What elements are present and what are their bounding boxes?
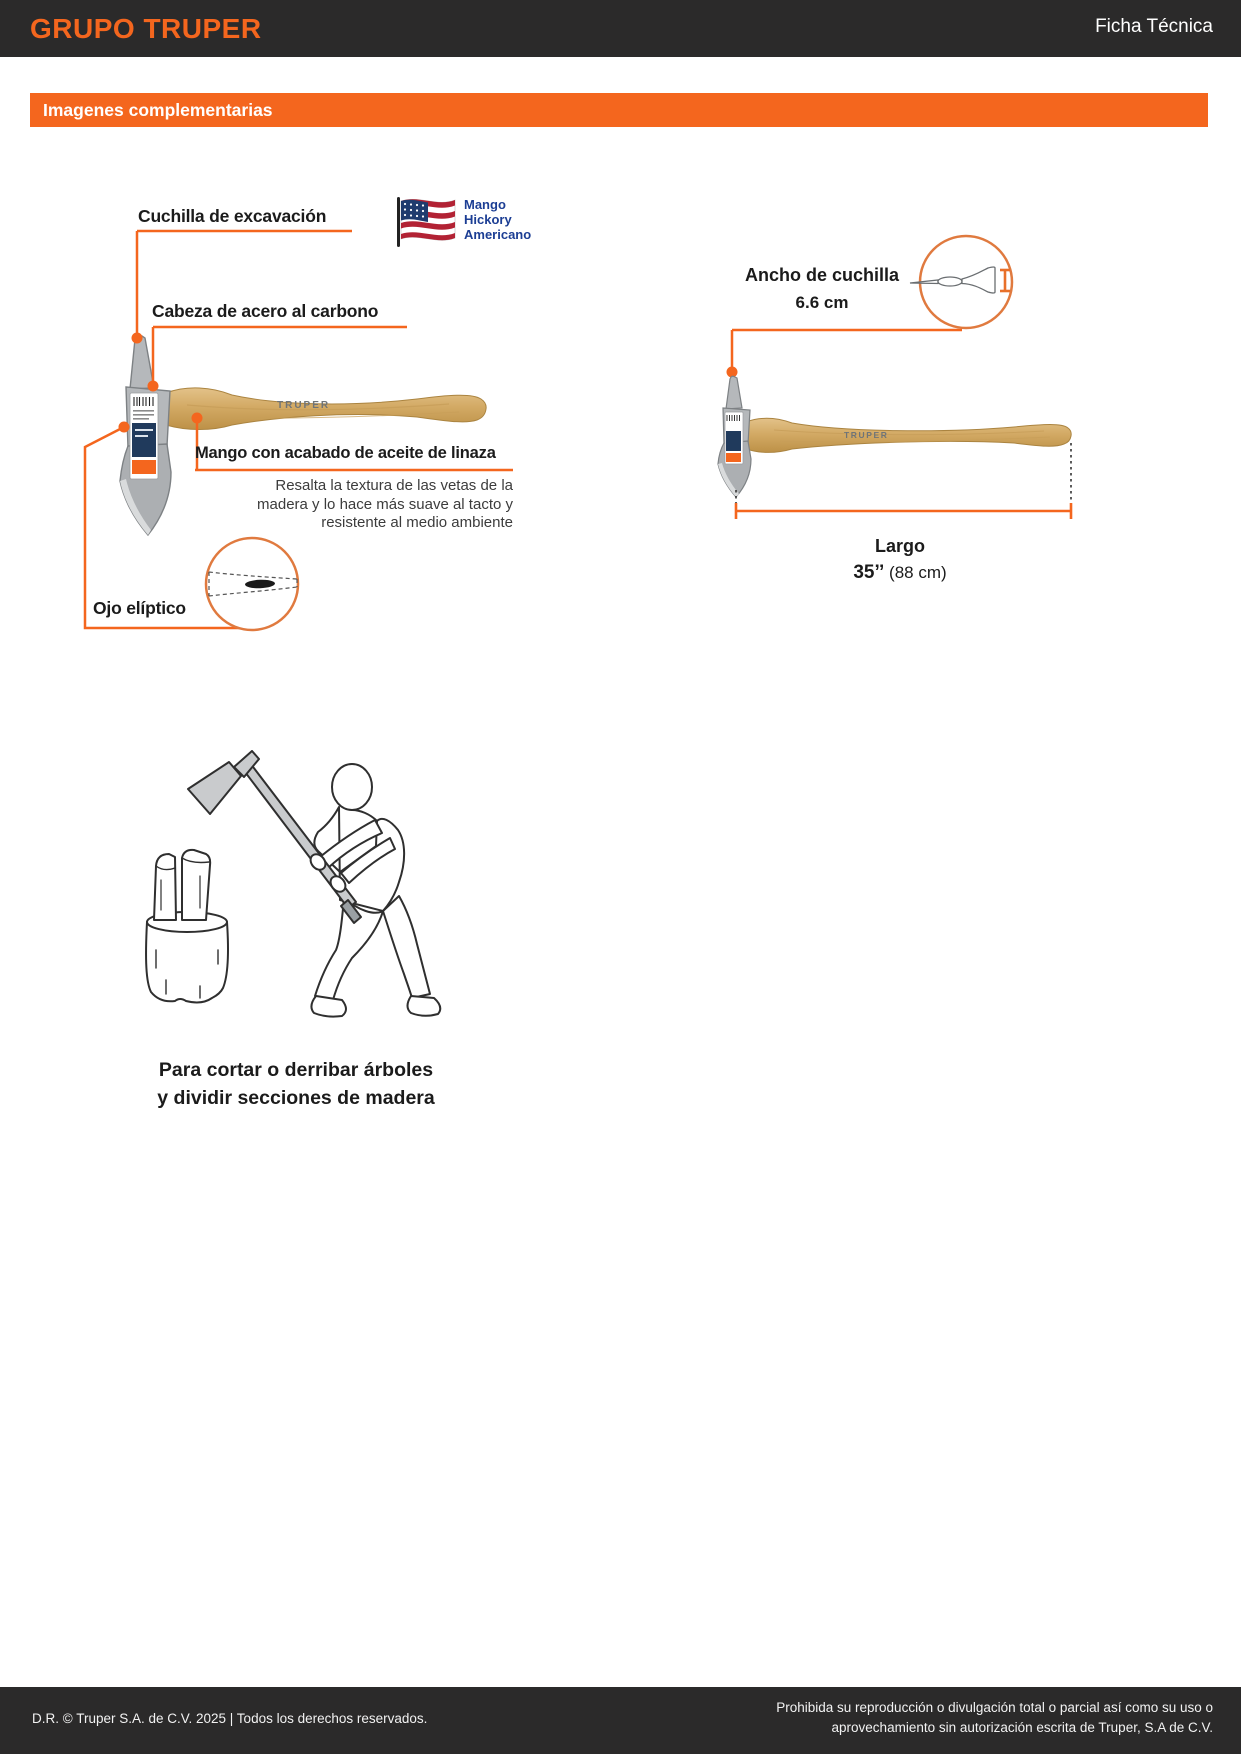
usage-illustration <box>130 750 470 1040</box>
ancho-label: Ancho de cuchilla <box>744 265 900 285</box>
top-bar <box>0 0 1241 57</box>
leader-ancho <box>732 330 962 368</box>
callout-mango-title: Mango con acabado de aceite de linaza <box>195 444 496 462</box>
mango-desc-line3: resistente al medio ambiente <box>321 514 513 531</box>
footer-copyright: D.R. © Truper S.A. de C.V. 2025 | Todos los derechos reservados. <box>32 1711 428 1726</box>
length-dimension <box>736 443 1071 519</box>
mango-desc-line1: Resalta la textura de las vetas de la <box>275 477 513 494</box>
usage-caption-line1: Para cortar o derribar árboles <box>158 1059 434 1081</box>
largo-value-inches: 35’’ <box>853 562 885 583</box>
handle-brand-text: TRUPER <box>844 430 889 440</box>
flag-badge-line3: Americano <box>464 227 532 242</box>
dot-mango <box>192 413 203 424</box>
flag-badge-line2: Hickory <box>464 212 512 227</box>
flag-badge-label <box>464 197 531 242</box>
usage-caption <box>116 1056 476 1112</box>
callout-cuchilla: Cuchilla de excavación <box>138 206 327 226</box>
mango-desc-line2: madera y lo hace más suave al tacto y <box>257 495 513 513</box>
back-shoe <box>408 996 441 1016</box>
footer-legal-line1: Prohibida su reproducción o divulgación total o parcial así como su uso o <box>776 1700 1213 1715</box>
largo-value <box>790 562 1010 584</box>
us-flag-icon <box>395 196 459 248</box>
head-label-sticker <box>725 412 743 464</box>
document-type-title: Ficha Técnica <box>1095 16 1213 37</box>
largo-value-cm: (88 cm) <box>889 563 947 582</box>
footer-legal-line2: aprovechamiento sin autorización escrita de Truper, S.A de C.V. <box>831 1719 1213 1735</box>
handle-brand-text: TRUPER <box>277 400 331 411</box>
largo-label-block <box>790 536 1010 584</box>
footer-bar <box>0 1687 1241 1754</box>
dot-cuchilla <box>132 333 143 344</box>
usage-caption-line2: y dividir secciones de madera <box>157 1087 435 1109</box>
leader-cabeza <box>153 327 407 382</box>
axe-spike <box>726 376 742 409</box>
mango-description <box>210 477 513 533</box>
flag-badge-line1: Mango <box>464 197 506 212</box>
person-back-leg <box>383 896 430 998</box>
brand-logo: GRUPO TRUPER <box>30 13 262 44</box>
eye-detail-circle <box>206 538 298 630</box>
section-title: Imagenes complementarias <box>43 100 273 120</box>
right-axe-illustration <box>718 376 1071 497</box>
footer-legal <box>776 1698 1213 1737</box>
blade-width-detail-circle <box>910 236 1012 328</box>
dot-ojo <box>119 422 130 433</box>
split-logs <box>154 850 210 920</box>
callout-ojo: Ojo elíptico <box>93 598 186 618</box>
callout-cabeza: Cabeza de acero al carbono <box>152 301 379 321</box>
front-shoe <box>311 996 346 1017</box>
stump <box>146 912 228 1002</box>
ancho-label-block <box>722 265 922 313</box>
largo-label: Largo <box>874 536 925 556</box>
head-label-sticker <box>130 393 158 479</box>
axe-spike <box>130 335 154 389</box>
section-banner <box>30 93 1208 127</box>
dot-cabeza <box>148 381 159 392</box>
ancho-value: 6.6 cm <box>795 293 849 312</box>
person-head <box>332 764 372 810</box>
